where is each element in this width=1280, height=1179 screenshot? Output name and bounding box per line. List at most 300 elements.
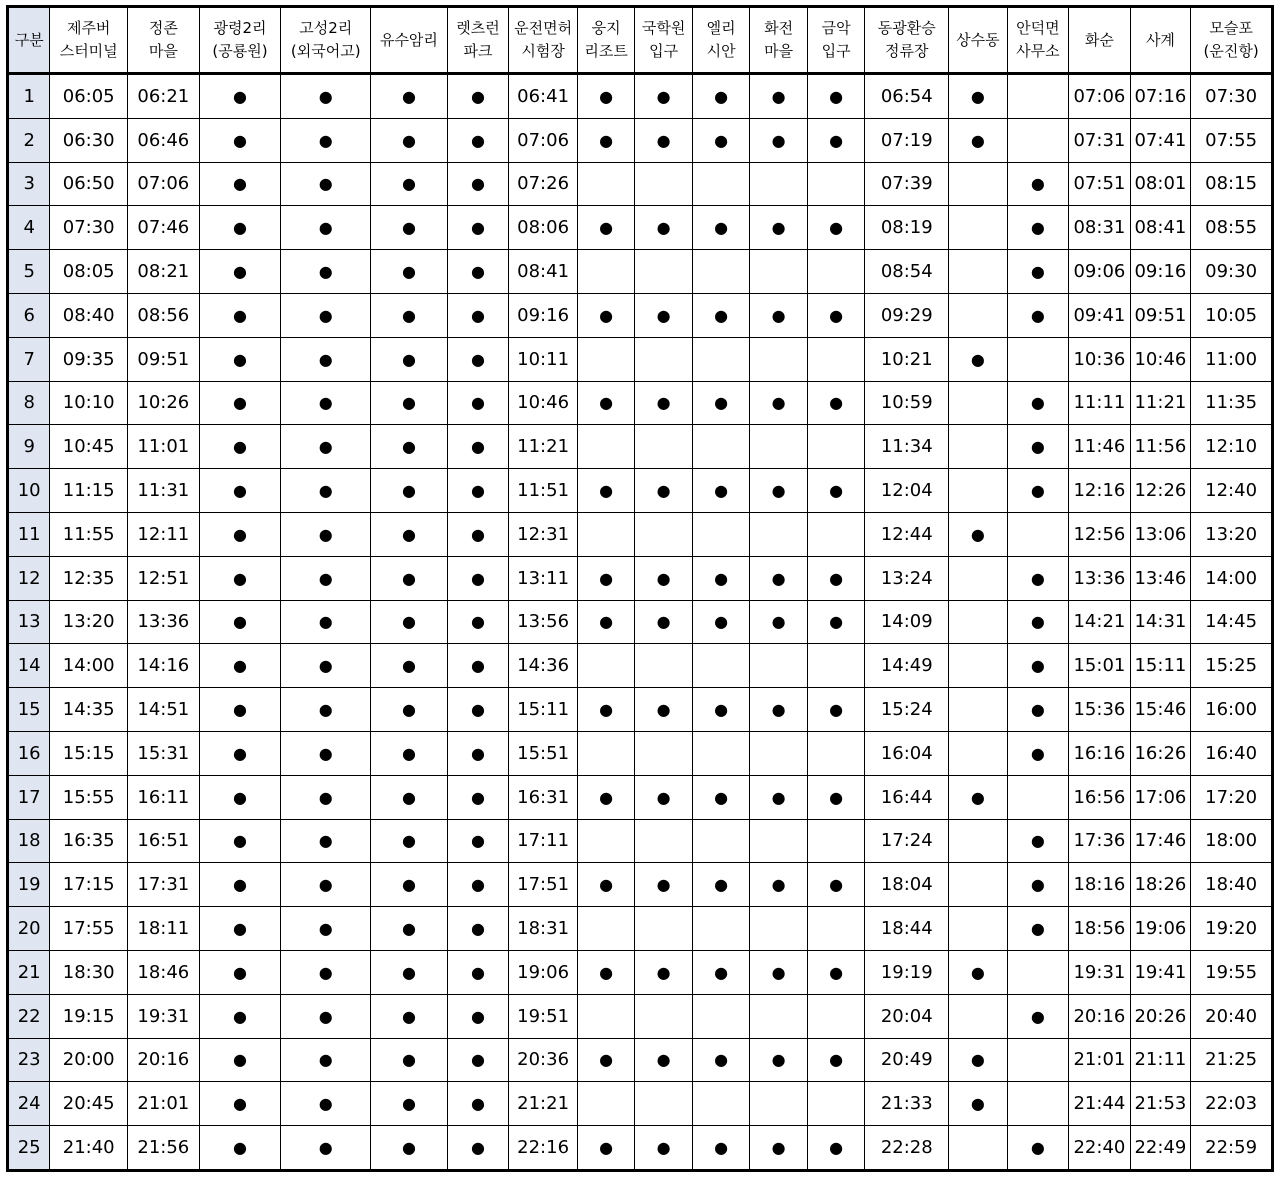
stop-marker-cell: ●	[281, 731, 371, 775]
stop-marker-cell: ●	[199, 731, 281, 775]
time-cell: 18:30	[50, 950, 128, 994]
stop-marker-cell: ●	[635, 469, 693, 513]
time-cell: 13:20	[1191, 512, 1273, 556]
time-cell: 07:55	[1191, 118, 1273, 162]
time-cell: 09:16	[509, 293, 578, 337]
stop-marker-cell: ●	[199, 74, 281, 119]
trip-number-cell: 5	[8, 250, 50, 294]
stop-marker-cell: ●	[447, 293, 509, 337]
stop-marker-cell: ●	[447, 688, 509, 732]
time-cell: 07:41	[1130, 118, 1191, 162]
time-cell: 12:31	[509, 512, 578, 556]
column-header-line: 화전	[764, 19, 794, 37]
column-header-line: (운진항)	[1203, 42, 1259, 60]
empty-cell	[750, 819, 808, 863]
trip-number-cell: 24	[8, 1082, 50, 1126]
stop-marker-cell: ●	[750, 469, 808, 513]
time-cell: 22:49	[1130, 1126, 1191, 1171]
table-row	[8, 1082, 1273, 1126]
stop-marker-cell: ●	[1007, 819, 1069, 863]
empty-cell	[949, 250, 1008, 294]
column-header-line: 엘리	[706, 19, 736, 37]
time-cell: 18:44	[865, 907, 949, 951]
time-cell: 06:46	[128, 118, 200, 162]
stop-marker-cell: ●	[949, 512, 1008, 556]
time-cell: 12:26	[1130, 469, 1191, 513]
empty-cell	[1007, 337, 1069, 381]
stop-marker-cell: ●	[635, 775, 693, 819]
empty-cell	[949, 425, 1008, 469]
empty-cell	[635, 731, 693, 775]
stop-marker-cell: ●	[447, 118, 509, 162]
trip-number-cell: 10	[8, 469, 50, 513]
time-cell: 11:51	[509, 469, 578, 513]
time-cell: 15:55	[50, 775, 128, 819]
stop-marker-cell: ●	[447, 644, 509, 688]
stop-marker-cell: ●	[635, 688, 693, 732]
stop-marker-cell: ●	[807, 118, 865, 162]
time-cell: 18:26	[1130, 863, 1191, 907]
time-cell: 10:46	[1130, 337, 1191, 381]
column-header	[1069, 7, 1131, 74]
stop-marker-cell: ●	[577, 293, 635, 337]
stop-marker-cell: ●	[371, 819, 448, 863]
stop-marker-cell: ●	[949, 1082, 1008, 1126]
stop-marker-cell: ●	[281, 775, 371, 819]
empty-cell	[949, 819, 1008, 863]
time-cell: 09:16	[1130, 250, 1191, 294]
time-cell: 08:54	[865, 250, 949, 294]
empty-cell	[635, 819, 693, 863]
stop-marker-cell: ●	[199, 600, 281, 644]
column-header	[128, 7, 200, 74]
stop-marker-cell: ●	[750, 863, 808, 907]
stop-marker-cell: ●	[577, 469, 635, 513]
time-cell: 10:36	[1069, 337, 1131, 381]
time-cell: 22:40	[1069, 1126, 1131, 1171]
stop-marker-cell: ●	[577, 74, 635, 119]
stop-marker-cell: ●	[577, 118, 635, 162]
stop-marker-cell: ●	[281, 250, 371, 294]
table-row	[8, 775, 1273, 819]
time-cell: 18:16	[1069, 863, 1131, 907]
column-header	[750, 7, 808, 74]
time-cell: 06:54	[865, 74, 949, 119]
stop-marker-cell: ●	[199, 512, 281, 556]
stop-marker-cell: ●	[1007, 250, 1069, 294]
empty-cell	[949, 469, 1008, 513]
time-cell: 14:51	[128, 688, 200, 732]
stop-marker-cell: ●	[281, 994, 371, 1038]
time-cell: 08:19	[865, 206, 949, 250]
empty-cell	[807, 731, 865, 775]
column-header	[577, 7, 635, 74]
stop-marker-cell: ●	[447, 337, 509, 381]
time-cell: 09:51	[1130, 293, 1191, 337]
stop-marker-cell: ●	[807, 775, 865, 819]
column-header-line: 입구	[821, 42, 851, 60]
stop-marker-cell: ●	[281, 907, 371, 951]
stop-marker-cell: ●	[1007, 688, 1069, 732]
column-header	[635, 7, 693, 74]
stop-marker-cell: ●	[692, 688, 750, 732]
stop-marker-cell: ●	[692, 469, 750, 513]
stop-marker-cell: ●	[447, 74, 509, 119]
empty-cell	[949, 162, 1008, 206]
time-cell: 12:11	[128, 512, 200, 556]
stop-marker-cell: ●	[577, 1038, 635, 1082]
time-cell: 20:45	[50, 1082, 128, 1126]
time-cell: 08:05	[50, 250, 128, 294]
table-row	[8, 1038, 1273, 1082]
column-header-line: 금악	[821, 19, 851, 37]
stop-marker-cell: ●	[447, 819, 509, 863]
empty-cell	[635, 1082, 693, 1126]
time-cell: 17:51	[509, 863, 578, 907]
stop-marker-cell: ●	[949, 118, 1008, 162]
stop-marker-cell: ●	[281, 1038, 371, 1082]
stop-marker-cell: ●	[281, 118, 371, 162]
column-header-line: 정류장	[885, 42, 929, 60]
empty-cell	[949, 731, 1008, 775]
stop-marker-cell: ●	[199, 381, 281, 425]
time-cell: 09:35	[50, 337, 128, 381]
column-header-line: 화순	[1084, 30, 1114, 49]
empty-cell	[807, 162, 865, 206]
time-cell: 21:56	[128, 1126, 200, 1171]
empty-cell	[807, 907, 865, 951]
stop-marker-cell: ●	[281, 556, 371, 600]
time-cell: 21:40	[50, 1126, 128, 1171]
column-header	[1007, 7, 1069, 74]
stop-marker-cell: ●	[1007, 731, 1069, 775]
empty-cell	[949, 600, 1008, 644]
time-cell: 13:46	[1130, 556, 1191, 600]
stop-marker-cell: ●	[447, 731, 509, 775]
column-header-line: 구분	[14, 30, 44, 49]
time-cell: 08:01	[1130, 162, 1191, 206]
stop-marker-cell: ●	[807, 381, 865, 425]
stop-marker-cell: ●	[447, 863, 509, 907]
stop-marker-cell: ●	[807, 863, 865, 907]
time-cell: 11:46	[1069, 425, 1131, 469]
column-header-line: 리조트	[584, 42, 628, 60]
table-row	[8, 556, 1273, 600]
stop-marker-cell: ●	[371, 688, 448, 732]
stop-marker-cell: ●	[371, 337, 448, 381]
stop-marker-cell: ●	[447, 1126, 509, 1171]
stop-marker-cell: ●	[692, 556, 750, 600]
time-cell: 20:16	[1069, 994, 1131, 1038]
time-cell: 10:11	[509, 337, 578, 381]
empty-cell	[949, 644, 1008, 688]
stop-marker-cell: ●	[199, 1126, 281, 1171]
stop-marker-cell: ●	[371, 469, 448, 513]
time-cell: 19:55	[1191, 950, 1273, 994]
stop-marker-cell: ●	[371, 250, 448, 294]
time-cell: 10:26	[128, 381, 200, 425]
time-cell: 12:16	[1069, 469, 1131, 513]
time-cell: 06:41	[509, 74, 578, 119]
timetable-body	[8, 74, 1273, 1171]
time-cell: 16:44	[865, 775, 949, 819]
stop-marker-cell: ●	[199, 425, 281, 469]
stop-marker-cell: ●	[1007, 994, 1069, 1038]
stop-marker-cell: ●	[371, 600, 448, 644]
empty-cell	[807, 250, 865, 294]
time-cell: 14:35	[50, 688, 128, 732]
timetable-container	[6, 5, 1274, 1172]
stop-marker-cell: ●	[447, 512, 509, 556]
table-row	[8, 731, 1273, 775]
trip-number-cell: 4	[8, 206, 50, 250]
column-header	[949, 7, 1008, 74]
stop-marker-cell: ●	[949, 337, 1008, 381]
empty-cell	[635, 644, 693, 688]
empty-cell	[750, 644, 808, 688]
empty-cell	[635, 512, 693, 556]
stop-marker-cell: ●	[199, 206, 281, 250]
time-cell: 13:36	[128, 600, 200, 644]
time-cell: 20:26	[1130, 994, 1191, 1038]
stop-marker-cell: ●	[692, 74, 750, 119]
time-cell: 16:26	[1130, 731, 1191, 775]
time-cell: 09:29	[865, 293, 949, 337]
table-row	[8, 907, 1273, 951]
stop-marker-cell: ●	[1007, 863, 1069, 907]
empty-cell	[807, 337, 865, 381]
stop-marker-cell: ●	[807, 1038, 865, 1082]
empty-cell	[635, 907, 693, 951]
stop-marker-cell: ●	[1007, 556, 1069, 600]
time-cell: 08:55	[1191, 206, 1273, 250]
stop-marker-cell: ●	[635, 950, 693, 994]
stop-marker-cell: ●	[371, 74, 448, 119]
column-header	[281, 7, 371, 74]
time-cell: 08:40	[50, 293, 128, 337]
time-cell: 19:41	[1130, 950, 1191, 994]
time-cell: 20:40	[1191, 994, 1273, 1038]
stop-marker-cell: ●	[635, 206, 693, 250]
stop-marker-cell: ●	[281, 950, 371, 994]
stop-marker-cell: ●	[1007, 907, 1069, 951]
stop-marker-cell: ●	[577, 556, 635, 600]
time-cell: 14:00	[50, 644, 128, 688]
stop-marker-cell: ●	[807, 74, 865, 119]
stop-marker-cell: ●	[199, 775, 281, 819]
stop-marker-cell: ●	[371, 907, 448, 951]
column-header-line: 마을	[764, 42, 794, 60]
time-cell: 20:36	[509, 1038, 578, 1082]
stop-marker-cell: ●	[1007, 206, 1069, 250]
stop-marker-cell: ●	[750, 950, 808, 994]
time-cell: 21:01	[1069, 1038, 1131, 1082]
stop-marker-cell: ●	[807, 1126, 865, 1171]
stop-marker-cell: ●	[281, 381, 371, 425]
time-cell: 12:40	[1191, 469, 1273, 513]
empty-cell	[577, 162, 635, 206]
stop-marker-cell: ●	[447, 469, 509, 513]
empty-cell	[635, 162, 693, 206]
stop-marker-cell: ●	[199, 1082, 281, 1126]
column-header-line: 안덕면	[1016, 19, 1060, 37]
time-cell: 08:21	[128, 250, 200, 294]
time-cell: 15:11	[1130, 644, 1191, 688]
time-cell: 22:16	[509, 1126, 578, 1171]
time-cell: 19:31	[1069, 950, 1131, 994]
time-cell: 14:49	[865, 644, 949, 688]
empty-cell	[807, 994, 865, 1038]
stop-marker-cell: ●	[199, 162, 281, 206]
time-cell: 20:04	[865, 994, 949, 1038]
table-row	[8, 381, 1273, 425]
table-row	[8, 600, 1273, 644]
empty-cell	[750, 425, 808, 469]
time-cell: 20:16	[128, 1038, 200, 1082]
stop-marker-cell: ●	[1007, 644, 1069, 688]
stop-marker-cell: ●	[371, 994, 448, 1038]
stop-marker-cell: ●	[750, 600, 808, 644]
time-cell: 08:06	[509, 206, 578, 250]
time-cell: 10:10	[50, 381, 128, 425]
stop-marker-cell: ●	[949, 1038, 1008, 1082]
stop-marker-cell: ●	[750, 1126, 808, 1171]
time-cell: 21:01	[128, 1082, 200, 1126]
empty-cell	[577, 644, 635, 688]
column-header-line: 동광환승	[877, 19, 936, 37]
stop-marker-cell: ●	[281, 74, 371, 119]
stop-marker-cell: ●	[577, 863, 635, 907]
time-cell: 11:55	[50, 512, 128, 556]
empty-cell	[750, 162, 808, 206]
table-row	[8, 162, 1273, 206]
stop-marker-cell: ●	[447, 206, 509, 250]
stop-marker-cell: ●	[807, 469, 865, 513]
time-cell: 12:04	[865, 469, 949, 513]
empty-cell	[750, 337, 808, 381]
stop-marker-cell: ●	[807, 688, 865, 732]
time-cell: 18:31	[509, 907, 578, 951]
time-cell: 15:11	[509, 688, 578, 732]
stop-marker-cell: ●	[635, 293, 693, 337]
empty-cell	[949, 206, 1008, 250]
time-cell: 16:11	[128, 775, 200, 819]
stop-marker-cell: ●	[1007, 425, 1069, 469]
time-cell: 21:33	[865, 1082, 949, 1126]
time-cell: 21:53	[1130, 1082, 1191, 1126]
column-header-line: 입구	[649, 42, 679, 60]
stop-marker-cell: ●	[371, 1038, 448, 1082]
empty-cell	[1007, 1038, 1069, 1082]
stop-marker-cell: ●	[635, 1038, 693, 1082]
empty-cell	[949, 688, 1008, 732]
time-cell: 19:06	[509, 950, 578, 994]
empty-cell	[807, 512, 865, 556]
stop-marker-cell: ●	[281, 425, 371, 469]
time-cell: 19:06	[1130, 907, 1191, 951]
time-cell: 16:16	[1069, 731, 1131, 775]
empty-cell	[692, 907, 750, 951]
time-cell: 14:45	[1191, 600, 1273, 644]
empty-cell	[692, 162, 750, 206]
time-cell: 14:21	[1069, 600, 1131, 644]
stop-marker-cell: ●	[371, 425, 448, 469]
time-cell: 17:06	[1130, 775, 1191, 819]
stop-marker-cell: ●	[807, 950, 865, 994]
stop-marker-cell: ●	[371, 731, 448, 775]
time-cell: 15:36	[1069, 688, 1131, 732]
time-cell: 15:15	[50, 731, 128, 775]
time-cell: 07:06	[509, 118, 578, 162]
stop-marker-cell: ●	[199, 337, 281, 381]
time-cell: 07:51	[1069, 162, 1131, 206]
bus-timetable	[6, 5, 1274, 1172]
time-cell: 11:21	[1130, 381, 1191, 425]
stop-marker-cell: ●	[199, 293, 281, 337]
table-row	[8, 512, 1273, 556]
stop-marker-cell: ●	[635, 381, 693, 425]
stop-marker-cell: ●	[447, 950, 509, 994]
empty-cell	[692, 644, 750, 688]
stop-marker-cell: ●	[635, 1126, 693, 1171]
empty-cell	[949, 1126, 1008, 1171]
stop-marker-cell: ●	[199, 118, 281, 162]
time-cell: 12:35	[50, 556, 128, 600]
time-cell: 13:20	[50, 600, 128, 644]
table-row	[8, 819, 1273, 863]
time-cell: 07:06	[1069, 74, 1131, 119]
empty-cell	[577, 819, 635, 863]
stop-marker-cell: ●	[199, 644, 281, 688]
empty-cell	[692, 994, 750, 1038]
time-cell: 21:11	[1130, 1038, 1191, 1082]
stop-marker-cell: ●	[199, 994, 281, 1038]
table-row	[8, 74, 1273, 119]
stop-marker-cell: ●	[577, 600, 635, 644]
table-row	[8, 644, 1273, 688]
column-header-line: (공룡원)	[212, 42, 268, 60]
stop-marker-cell: ●	[750, 206, 808, 250]
time-cell: 17:24	[865, 819, 949, 863]
stop-marker-cell: ●	[635, 556, 693, 600]
stop-marker-cell: ●	[199, 950, 281, 994]
stop-marker-cell: ●	[750, 1038, 808, 1082]
stop-marker-cell: ●	[750, 688, 808, 732]
column-header	[371, 7, 448, 74]
stop-marker-cell: ●	[635, 74, 693, 119]
stop-marker-cell: ●	[199, 863, 281, 907]
column-header-line: 스터미널	[59, 42, 118, 60]
time-cell: 15:31	[128, 731, 200, 775]
time-cell: 11:15	[50, 469, 128, 513]
column-header-line: 유수암리	[379, 30, 438, 49]
empty-cell	[577, 250, 635, 294]
column-header-line: 상수동	[956, 30, 1000, 49]
column-header	[199, 7, 281, 74]
trip-number-cell: 20	[8, 907, 50, 951]
stop-marker-cell: ●	[750, 74, 808, 119]
stop-marker-cell: ●	[577, 775, 635, 819]
time-cell: 17:36	[1069, 819, 1131, 863]
trip-number-cell: 8	[8, 381, 50, 425]
time-cell: 17:31	[128, 863, 200, 907]
stop-marker-cell: ●	[1007, 600, 1069, 644]
stop-marker-cell: ●	[281, 1082, 371, 1126]
stop-marker-cell: ●	[199, 688, 281, 732]
stop-marker-cell: ●	[750, 118, 808, 162]
time-cell: 20:00	[50, 1038, 128, 1082]
stop-marker-cell: ●	[281, 293, 371, 337]
